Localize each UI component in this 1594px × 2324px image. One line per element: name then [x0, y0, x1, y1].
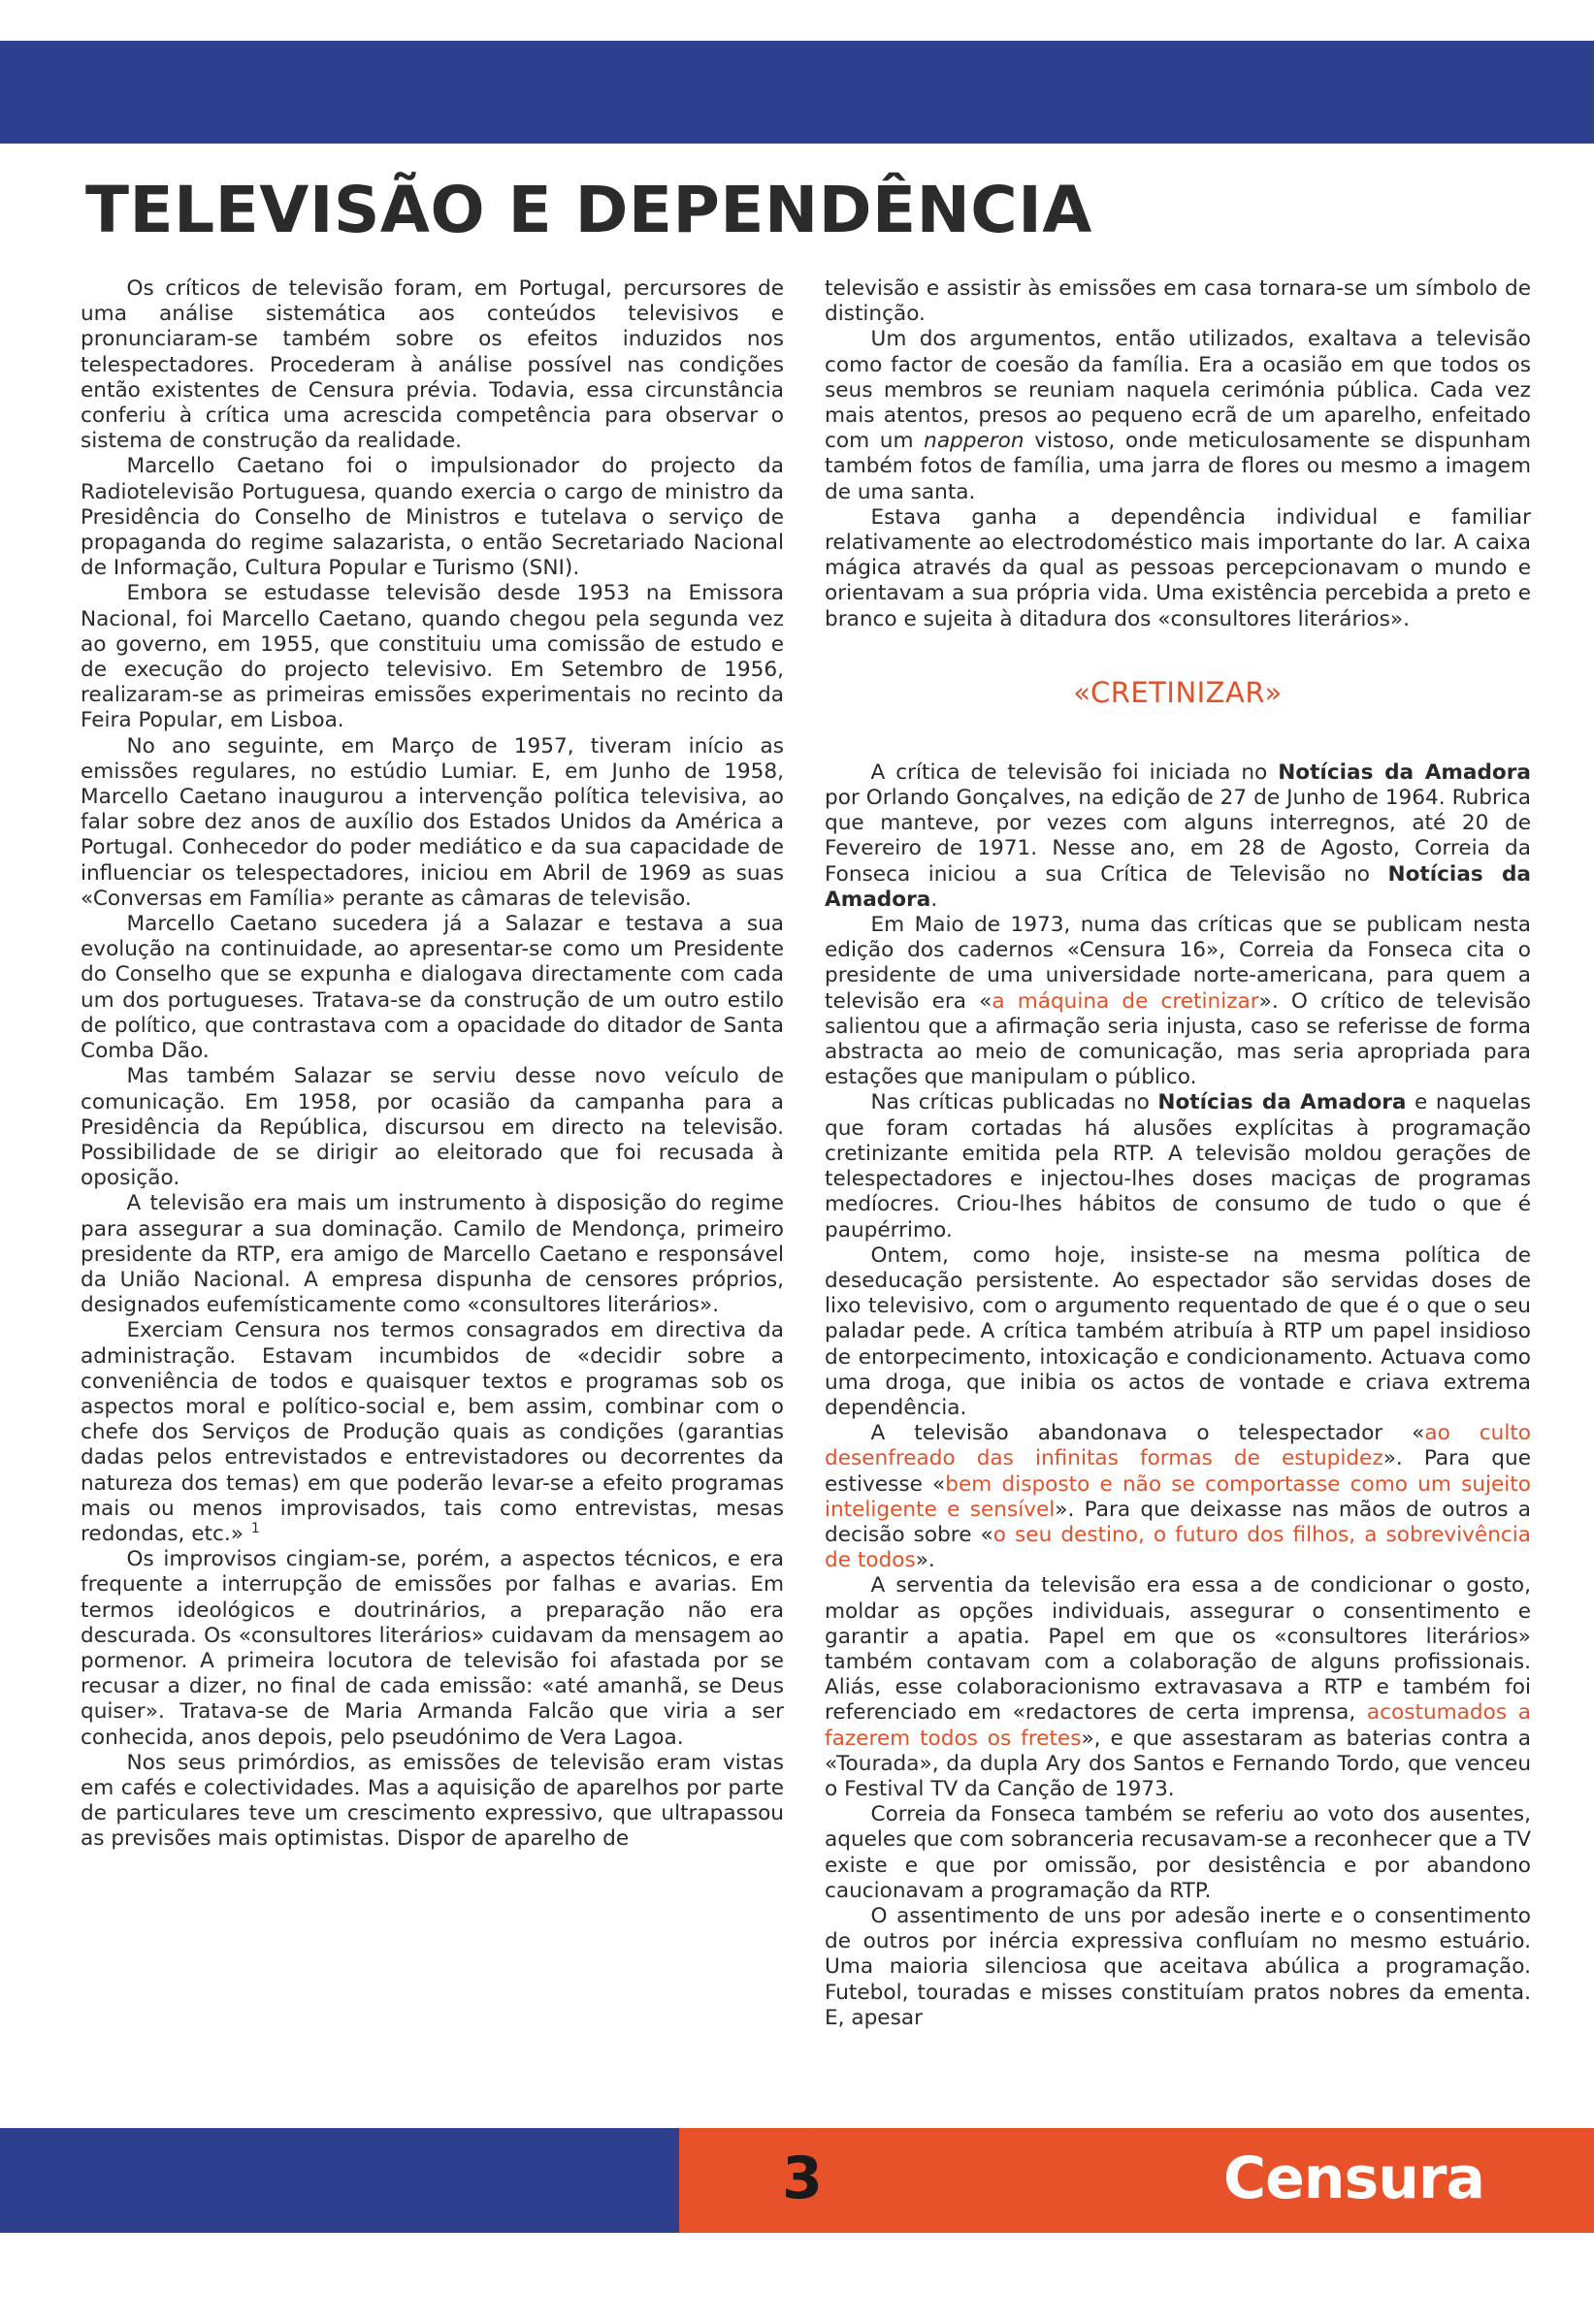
paragraph-text: Exerciam Censura nos termos consagrados em directiva da administração. Estavam incumbidos de «decidir sobre a conveniência de todos e quaisquer textos e programas sob os aspectos moral e político-social e, bem assim, combinar com o chefe dos Serviços de Produção quais as condições (garantias dadas pelos entrevistados e entrevistadores ou decorrentes da natureza dos temas) em que poderão levar-se a efeito programas mais ou menos improvisados, tais como entrevistas, mesas redondas, etc.»	[81, 1318, 784, 1546]
paragraph: Marcello Caetano foi o impulsionador do projecto da Radiotelevisão Portuguesa, quando exercia o cargo de ministro da Presidência do Conselho de Ministros e tutelava o serviço de propaganda do regime salazarista, o então Secretariado Nacional de Informação, Cultura Popular e Turismo (SNI).	[81, 454, 784, 581]
paragraph-text: », e que assestaram as baterias contra a «Tourada», da dupla Ary dos Santos e Fernando Tordo, que venceu o Festival TV da Canção de 1973.	[825, 1726, 1531, 1801]
paragraph-text: Um dos argumentos, então utilizados, exaltava a televisão como factor de coesão da família. Era a ocasião em que todos os seus membros se reuniam naquela cerimónia pública. Cada vez mais atentos, presos ao pequeno ecrã de um aparelho, enfeitado com um	[825, 327, 1531, 454]
highlighted-quote: a máquina de cretinizar	[992, 988, 1259, 1014]
paragraph: Os críticos de televisão foram, em Portugal, percursores de uma análise sistemática aos conteúdos televisivos e pronunciaram-se também sobre os efeitos induzidos nos telespectadores. Procederam à análise possível nas condições então existentes de Censura prévia. Todavia, essa circunstância conferiu à crítica uma acrescida competência para observar o sistema de construção da realidade.	[81, 276, 784, 454]
paragraph: O assentimento de uns por adesão inerte e o consentimento de outros por inércia expressiva confluíam no mesmo estuário. Uma maioria silenciosa que aceitava abúlica a programação. Futebol, touradas e misses constituíam pratos nobres da ementa. E, apesar	[825, 1903, 1531, 2030]
right-column	[825, 276, 1531, 2031]
paragraph-text: ». O crítico de televisão salientou que a afirmação seria injusta, caso se referisse de forma abstracta ao meio de comunicação, mas seria apropriada para estações que manipulam o público.	[825, 988, 1531, 1090]
paragraph-text: ». Para que estivesse «	[825, 1446, 1531, 1497]
top-color-band	[0, 41, 1594, 144]
footer-band-blue	[0, 2128, 679, 2233]
paragraph: No ano seguinte, em Março de 1957, tiveram início as emissões regulares, no estúdio Lumiar. E, em Junho de 1958, Marcello Caetano inaugurou a intervenção política televisiva, ao falar sobre dez anos de auxílio dos Estados Unidos da América a Portugal. Conhecedor do poder mediático e da sua capacidade de influenciar os telespectadores, iniciou em Abril de 1969 as suas «Conversas em Família» perante as câmaras de televisão.	[81, 733, 784, 911]
section-heading: «CRETINIZAR»	[1073, 675, 1283, 709]
bold-text: Notícias da Amadora	[825, 861, 1531, 912]
paragraph-text: A crítica de televisão foi iniciada no	[870, 759, 1279, 785]
paragraph: Ontem, como hoje, insiste-se na mesma política de deseducação persistente. Ao espectador são servidas doses de lixo televisivo, com o argumento requentado de que é o que o seu paladar pede. A crítica também atribuía à RTP um papel insidioso de entorpecimento, intoxicação e condicionamento. Actuava como uma droga, que inibia os actos de vontade e criava extrema dependência.	[825, 1243, 1531, 1420]
paragraph	[825, 760, 1531, 913]
paragraph: Embora se estudasse televisão desde 1953 na Emissora Nacional, foi Marcello Caetano, quando chegou pela segunda vez ao governo, em 1955, que constituiu uma comissão de estudo e de execução do projecto televisivo. Em Setembro de 1956, realizaram-se as primeiras emissões experimentais no recinto da Feira Popular, em Lisboa.	[81, 581, 784, 733]
paragraph	[825, 913, 1531, 1090]
paragraph-text: por Orlando Gonçalves, na edição de 27 de Junho de 1964. Rubrica que manteve, por vezes com alguns interregnos, até 20 de Fevereiro de 1971. Nesse ano, em 28 de Agosto, Correia da Fonseca iniciou a sua Crítica de Televisão no	[825, 786, 1531, 887]
left-column	[81, 276, 784, 1853]
footnote-marker: 1	[250, 1520, 260, 1536]
paragraph	[825, 327, 1531, 504]
highlighted-quote: ao culto desenfreado das infinitas formas de estupidez	[825, 1421, 1531, 1471]
paragraph: Estava ganha a dependência individual e familiar relativamente ao electrodoméstico mais importante do lar. A caixa mágica através da qual as pessoas percepcionavam o mundo e orientavam a sua própria vida. Uma existência percebida a preto e branco e sujeita à ditadura dos «consultores literários».	[825, 504, 1531, 631]
emphasis-text: napperon	[924, 429, 1025, 454]
highlighted-quote: acostumados a fazerem todos os fretes	[825, 1700, 1531, 1751]
paragraph	[825, 1573, 1531, 1802]
paragraph: Os improvisos cingiam-se, porém, a aspectos técnicos, e era frequente a interrupção de emissões por falhas e avarias. Em termos ideológicos e doutrinários, a preparação não era descurada. Os «consultores literários» cuidavam da mensagem ao pormenor. A primeira locutora de televisão foi afastada por se recusar a dizer, no final de cada emissão: «até amanhã, se Deus quiser». Tratava-se de Maria Armanda Falcão que viria a ser conhecida, anos depois, pelo pseudónimo de Vera Lagoa.	[81, 1547, 784, 1750]
paragraph: A televisão era mais um instrumento à disposição do regime para assegurar a sua dominação. Camilo de Mendonça, primeiro presidente da RTP, era amigo de Marcello Caetano e responsável da União Nacional. A empresa dispunha de censores próprios, designados eufemísticamente como «consultores literários».	[81, 1191, 784, 1318]
bold-text: Notícias da Amadora	[1157, 1090, 1407, 1115]
paragraph: Marcello Caetano sucedera já a Salazar e testava a sua evolução na continuidade, ao apresentar-se como um Presidente do Conselho que se expunha e dialogava directamente com cada um dos portugueses. Tratava-se da construção de um outro estilo de político, que contrastava com a opacidade do ditador de Santa Comba Dão.	[81, 912, 784, 1064]
paragraph-text: vistoso, onde meticulosamente se dispunham também fotos de família, uma jarra de flores ou mesmo a imagem de uma santa.	[825, 429, 1532, 504]
paragraph-text: Nas críticas publicadas no	[870, 1090, 1158, 1115]
page-number: 3	[782, 2145, 823, 2212]
paragraph: Nos seus primórdios, as emissões de televisão eram vistas em cafés e colectividades. Mas a aquisição de aparelhos por parte de particulares teve um crescimento expressivo, que ultrapassou as previsões mais optimistas. Dispor de aparelho de	[81, 1750, 784, 1852]
paragraph-text: A serventia da televisão era essa a de condicionar o gosto, moldar as opções individuais, assegurar o consentimento e garantir a apatia. Papel em que os «consultores literários» também contavam com a colaboração de alguns profissionais. Aliás, esse colaboracionismo extravasava a RTP e também foi referenciado em «redactores de certa imprensa,	[825, 1573, 1531, 1726]
paragraph-text: ». Para que deixasse nas mãos de outros a decisão sobre «	[825, 1497, 1531, 1547]
paragraph-text: Em Maio de 1973, numa das críticas que se publicam nesta edição dos cadernos «Censura 16», Correia da Fonseca cita o presidente de uma universidade norte-americana, para quem a televisão era «	[825, 913, 1531, 1014]
highlighted-quote: o seu destino, o futuro dos filhos, a sobrevivência de todos	[825, 1522, 1531, 1573]
paragraph	[825, 1090, 1531, 1243]
paragraph-text: .	[930, 887, 938, 912]
paragraph	[81, 1318, 784, 1547]
paragraph: Mas também Salazar se serviu desse novo veículo de comunicação. Em 1958, por ocasião da campanha para a Presidência da República, discursou em directo na televisão. Possibilidade de se dirigir ao eleitorado que foi recusada à oposição.	[81, 1064, 784, 1191]
highlighted-quote: bem disposto e não se comportasse como um sujeito inteligente e sensível	[825, 1471, 1531, 1522]
publication-logo: Censura 16	[1223, 2145, 1484, 2309]
paragraph-text: A televisão abandonava o telespectador «	[870, 1421, 1425, 1446]
paragraph-text: ».	[915, 1548, 935, 1573]
paragraph: televisão e assistir às emissões em casa tornara-se um símbolo de distinção.	[825, 276, 1531, 327]
paragraph: Correia da Fonseca também se referiu ao voto dos ausentes, aqueles que com sobranceria recusavam-se a reconhecer que a TV existe e que por omissão, por desistência e por abandono caucionavam a programação da RTP.	[825, 1802, 1531, 1903]
paragraph	[825, 1421, 1531, 1573]
paragraph-text: e naquelas que foram cortadas há alusões explícitas à programação cretinizante emitida pela RTP. A televisão moldou gerações de telespectadores e injectou-lhes doses maciças de programas medíocres. Criou-lhes hábitos de consumo de tudo o que é paupérrimo.	[825, 1090, 1531, 1243]
page-title: TELEVISÃO E DEPENDÊNCIA	[85, 173, 1092, 247]
bold-text: Notícias da Amadora	[1278, 759, 1531, 785]
